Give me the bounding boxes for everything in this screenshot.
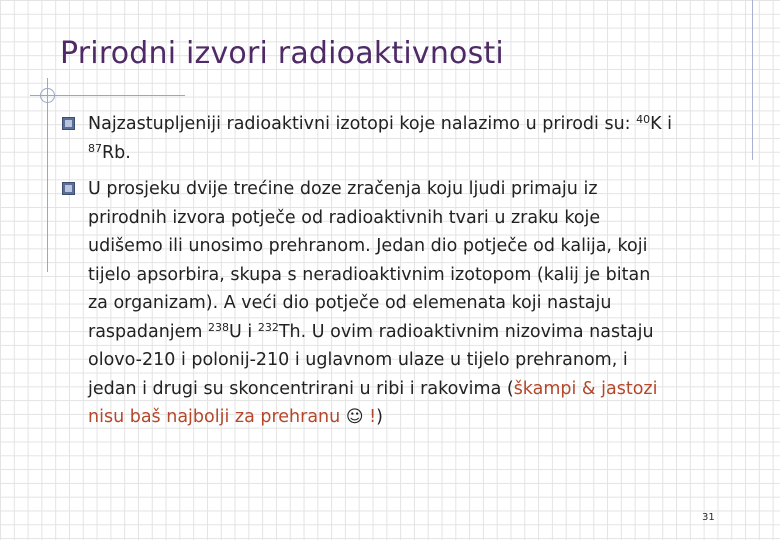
closing-parenthesis: ) — [376, 407, 383, 427]
bullet-text-mid: K i — [650, 114, 673, 134]
decorative-circle — [40, 88, 55, 103]
text-line: U prosjeku dvije trećine doze zračenja koju ljudi primaju iz — [88, 179, 598, 199]
bullet-text — [88, 110, 737, 167]
isotope-mass-87: 87 — [88, 141, 102, 155]
isotope-mass-232: 232 — [257, 320, 279, 334]
text-line — [88, 318, 737, 347]
text-line: olovo-210 i polonij-210 i uglavnom ulaze u tijelo prehranom, i — [88, 350, 628, 370]
text-line — [88, 375, 737, 404]
page-number: 31 — [702, 512, 715, 523]
highlighted-text: nisu baš najbolji za prehranu — [88, 407, 341, 427]
text-line: prirodnih izvora potječe od radioaktivnih tvari u zraku koje — [88, 207, 601, 228]
slide-title: Prirodni izvori radioaktivnosti — [60, 36, 504, 71]
isotope-mass-238: 238 — [208, 320, 230, 334]
isotope-mass-40: 40 — [636, 113, 651, 126]
highlighted-text: škampi & jastozi — [513, 378, 658, 399]
text-fragment: raspadanjem — [88, 321, 209, 342]
checkbox-bullet-icon — [62, 182, 75, 195]
bullet-text — [88, 175, 737, 432]
bullet-item-dose-sources — [62, 175, 737, 432]
highlighted-text: ! — [363, 407, 377, 427]
bullet-item-isotopes — [62, 110, 737, 167]
decorative-vertical-line-left — [47, 78, 48, 272]
text-line: za organizam). A veći dio potječe od elemenata koji nastaju — [88, 293, 612, 313]
bullet-text-prefix: Najzastupljeniji radioaktivni izotopi koje nalazimo u prirodi su: — [88, 114, 637, 134]
smiley-icon: ☺ — [345, 407, 364, 427]
text-line: tijelo apsorbira, skupa s neradioaktivnim izotopom (kalij je bitan — [88, 264, 651, 285]
decorative-vertical-line-right — [752, 0, 753, 160]
bullet-text-suffix: Rb. — [102, 142, 131, 163]
text-fragment: jedan i drugi su skoncentrirani u ribi i rakovima ( — [88, 378, 514, 399]
text-line — [88, 403, 737, 432]
text-fragment: Th. U ovim radioaktivnim nizovima nastaju — [278, 321, 654, 342]
text-fragment: U i — [229, 321, 258, 342]
text-line: udišemo ili unosimo prehranom. Jedan dio potječe od kalija, koji — [88, 236, 648, 256]
checkbox-bullet-icon — [62, 117, 75, 130]
